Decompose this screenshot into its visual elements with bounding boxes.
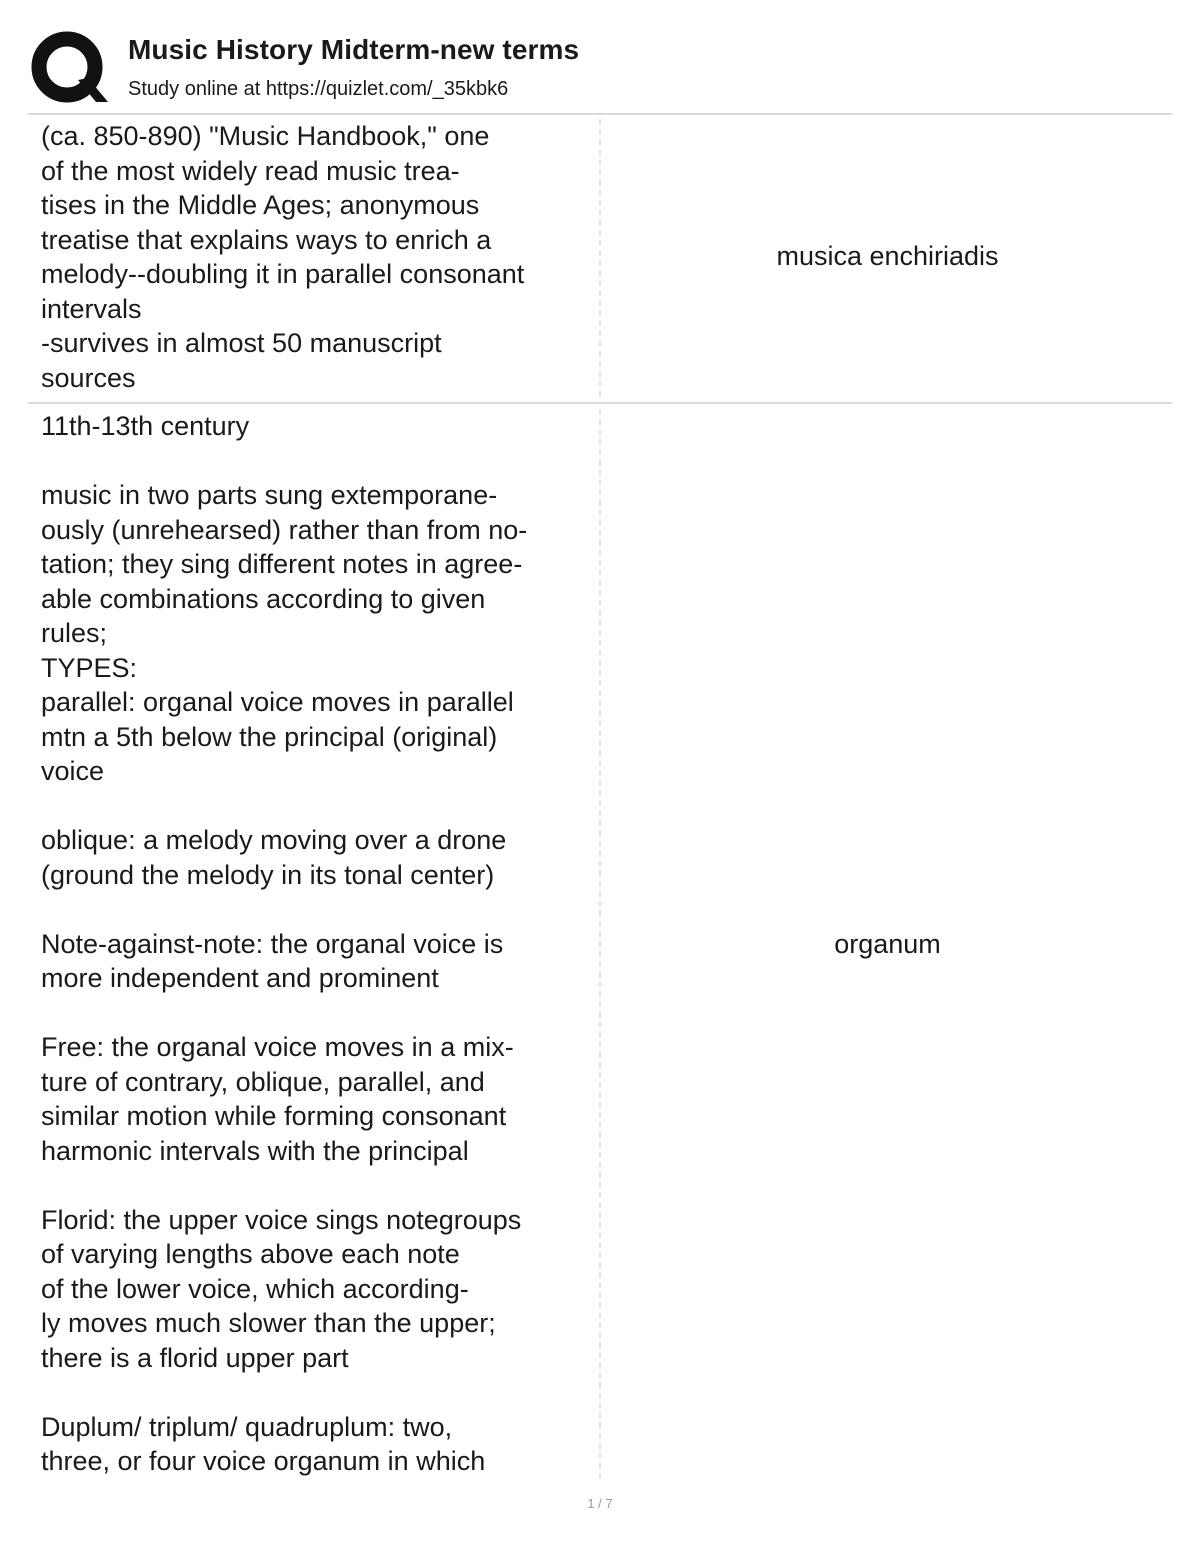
card-term: musica enchiriadis xyxy=(776,241,999,271)
card-definition: 11th-13th century music in two parts sung extemporane- ously (unrehearsed) rather than from no- tation; they sing different notes in agree- able combinations according to given rules; TYPES: parallel: organal voice moves in parallel mtn a 5th below the principal (original) voice oblique: a melody moving over a drone (ground the melody in its tonal center) Note-against-note: the organal voice is more independent and prominent Free: the organal voice moves in a mix- ture of contrary, oblique, parallel, and similar motion while forming consonant harmonic intervals with the principal Florid: the upper voice sings notegroups of varying lengths above each note of the lower voice, which according- ly moves much slower than the upper; there is a florid upper part Duplum/ triplum/ quadruplum: two, three, or four voice organum in which xyxy=(41,411,528,1476)
row-divider xyxy=(28,402,1172,404)
card-definition: (ca. 850-890) "Music Handbook," one of the most widely read music trea- tises in the Middle Ages; anonymous treatise that explains ways to enrich a melody--doubling it in parallel consonant intervals -survives in almost 50 manuscript sources xyxy=(41,121,525,393)
page-header xyxy=(30,28,1172,112)
card-row xyxy=(28,115,1172,401)
quizlet-q-logo-icon xyxy=(30,30,108,108)
document-title: Music History Midterm-new terms xyxy=(128,34,580,65)
column-divider xyxy=(599,409,601,1479)
page-number: 1 / 7 xyxy=(587,1496,613,1511)
card-term: organum xyxy=(834,929,941,959)
card-row xyxy=(28,405,1172,1480)
column-divider xyxy=(599,119,601,397)
study-online-link[interactable]: Study online at https://quizlet.com/_35kbk6 xyxy=(128,78,509,100)
